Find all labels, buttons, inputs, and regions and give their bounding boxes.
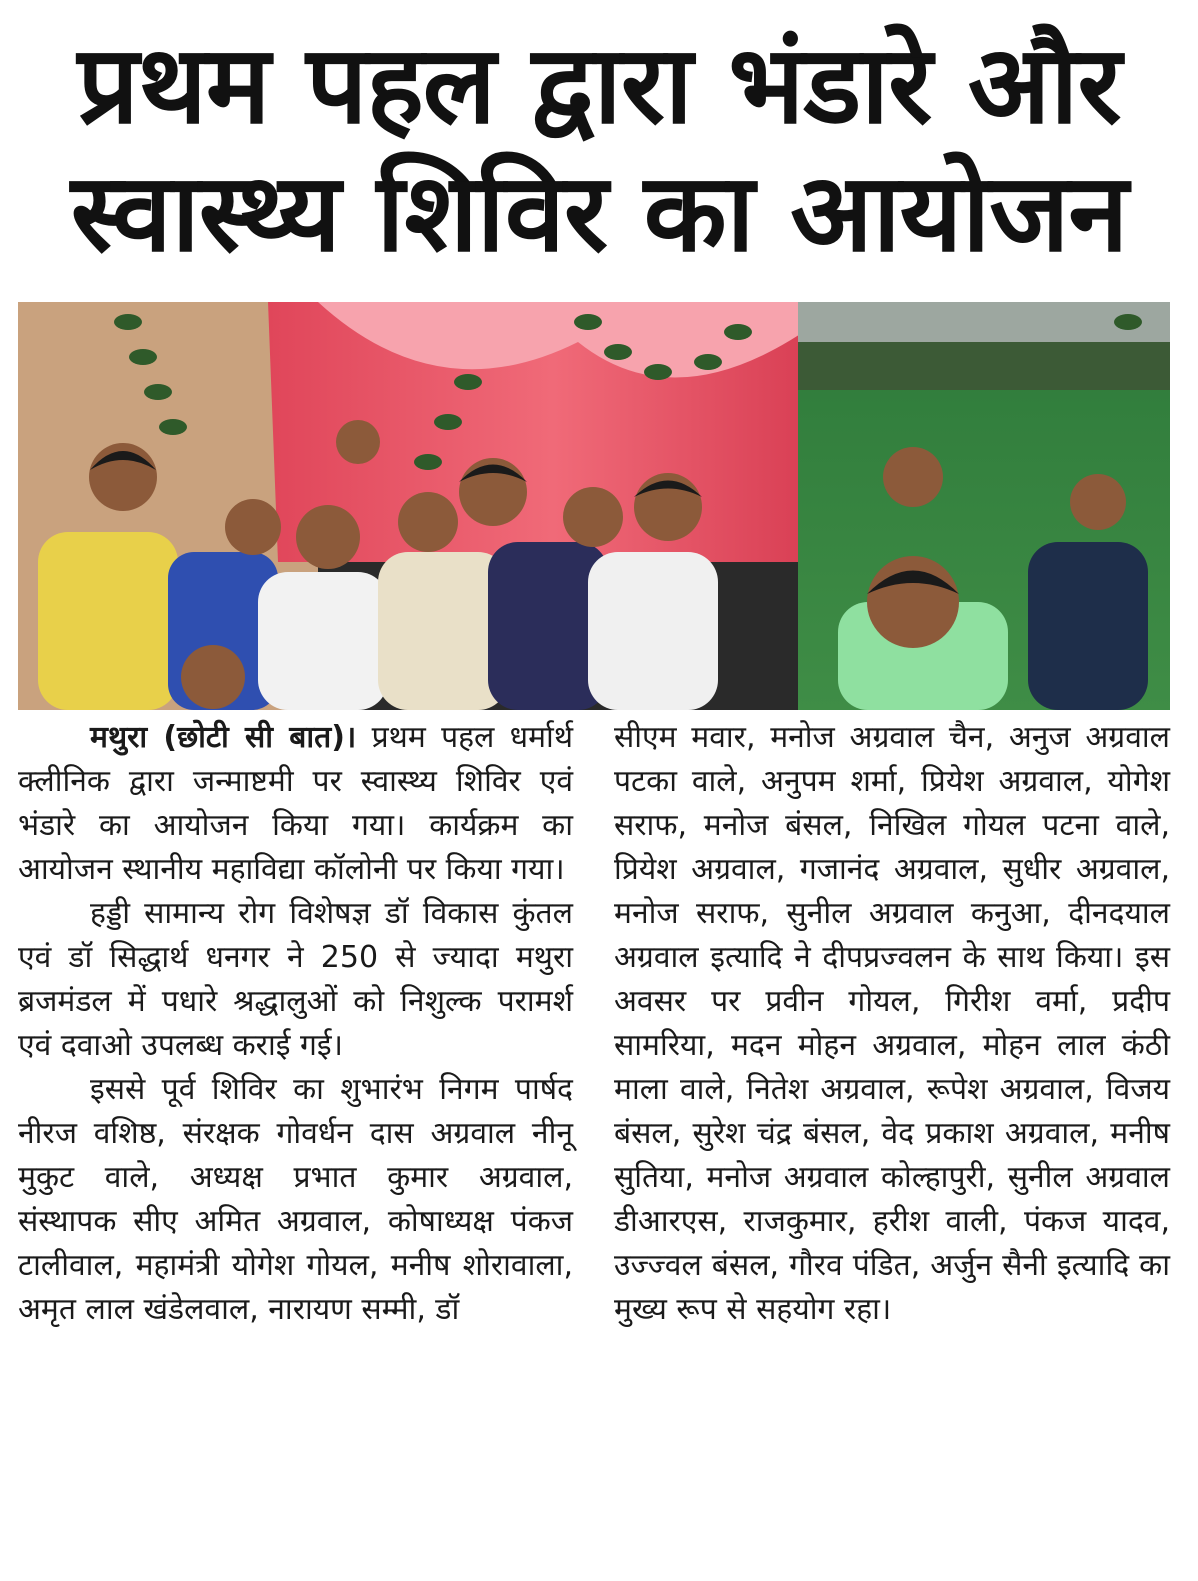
article-column-right xyxy=(614,716,1170,1332)
headline xyxy=(0,22,1198,278)
article-paragraph-1 xyxy=(18,716,573,892)
article-paragraph-3: इससे पूर्व शिविर का शुभारंभ निगम पार्षद नीरज वशिष्ठ, संरक्षक गोवर्धन दास अग्रवाल नीनू मुकुट वाले, अध्यक्ष प्रभात कुमार अग्रवाल, संस्थापक सीए अमित अग्रवाल, कोषाध्यक्ष पंकज टालीवाल, महामंत्री योगेश गोयल, मनीष शोरावाला, अमृत लाल खंडेलवाल, नारायण सम्मी, डॉ xyxy=(18,1072,573,1327)
article-column-left xyxy=(18,716,573,1332)
headline-line-2: स्वास्थ्य शिविर का आयोजन xyxy=(70,151,1128,276)
headline-line-1: प्रथम पहल द्वारा भंडारे और xyxy=(77,23,1121,148)
group-photo-icon xyxy=(18,302,1170,710)
paragraph-1-text: प्रथम पहल धर्मार्थ क्लीनिक द्वारा जन्माष्टमी पर स्वास्थ्य शिविर एवं भंडारे का आयोजन किया गया। कार्यक्रम का आयोजन स्थानीय महाविद्या कॉलोनी पर किया गया। xyxy=(18,720,573,887)
event-photo xyxy=(18,302,1170,710)
dateline: मथुरा (छोटी सी बात)। xyxy=(90,720,357,755)
article-paragraph-2: हड्डी सामान्य रोग विशेषज्ञ डॉ विकास कुंतल एवं डॉ सिद्धार्थ धनगर ने 250 से ज्यादा मथुरा ब्रजमंडल में पधारे श्रद्धालुओं को निशुल्क परामर्श एवं दवाओ उपलब्ध कराई गई। xyxy=(18,896,573,1063)
article-paragraph-4: सीएम मवार, मनोज अग्रवाल चैन, अनुज अग्रवाल पटका वाले, अनुपम शर्मा, प्रियेश अग्रवाल, योगेश सराफ, मनोज बंसल, निखिल गोयल पटना वाले, प्रियेश अग्रवाल, गजानंद अग्रवाल, सुधीर अग्रवाल, मनोज सराफ, सुनील अग्रवाल कनुआ, दीनदयाल अग्रवाल इत्यादि ने दीपप्रज्वलन के साथ किया। इस अवसर पर प्रवीन गोयल, गिरीश वर्मा, प्रदीप सामरिया, मदन मोहन अग्रवाल, मोहन लाल कंठी माला वाले, नितेश अग्रवाल, रूपेश अग्रवाल, विजय बंसल, सुरेश चंद्र बंसल, वेद प्रकाश अग्रवाल, मनीष सुतिया, मनोज अग्रवाल कोल्हापुरी, सुनील अग्रवाल डीआरएस, राजकुमार, हरीश वाली, पंकज यादव, उज्ज्वल बंसल, गौरव पंडित, अर्जुन सैनी इत्यादि का मुख्य रूप से सहयोग रहा। xyxy=(614,720,1170,1327)
